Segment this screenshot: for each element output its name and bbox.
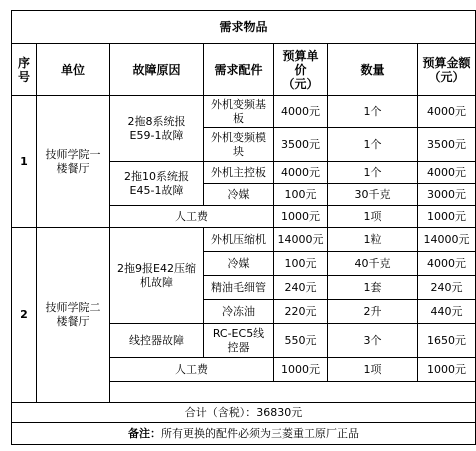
note-label: 备注： [128, 426, 161, 440]
header-reason: 故障原因 [110, 44, 204, 96]
sum-row [12, 403, 476, 423]
seq-cell: 1 [12, 96, 37, 228]
empty-cell [110, 382, 476, 403]
sum-cell: 合计（含税）：36830元 [12, 403, 476, 423]
table-title: 需求物品 [12, 11, 476, 44]
header-part: 需求配件 [204, 44, 274, 96]
price-cell: 100元 [274, 184, 328, 206]
price-cell: 240元 [274, 276, 328, 300]
fault-cell: 线控器故障 [110, 324, 204, 358]
header-total: 预算金额（元） [418, 44, 476, 96]
fault-cell: 2拖10系统报E45-1故障 [110, 162, 204, 206]
qty-cell: 30千克 [328, 184, 418, 206]
requirements-sheet [11, 10, 476, 445]
part-cell: 外机变频基板 [204, 96, 274, 128]
price-cell: 4000元 [274, 162, 328, 184]
total-cell: 14000元 [418, 228, 476, 252]
qty-cell: 1个 [328, 162, 418, 184]
qty-cell: 1个 [328, 128, 418, 162]
part-cell: 外机压缩机 [204, 228, 274, 252]
note-text: 所有更换的配件必须为三菱重工原厂正品 [161, 426, 359, 440]
total-cell: 3000元 [418, 184, 476, 206]
requirements-table [11, 10, 476, 445]
header-row [12, 44, 476, 96]
title-row [12, 11, 476, 44]
total-cell: 4000元 [418, 96, 476, 128]
price-cell: 4000元 [274, 96, 328, 128]
part-cell: 冷冻油 [204, 300, 274, 324]
total-cell: 4000元 [418, 252, 476, 276]
header-unit-price: 预算单价（元） [274, 44, 328, 96]
fault-cell: 2拖8系统报E59-1故障 [110, 96, 204, 162]
part-cell: 精油毛细管 [204, 276, 274, 300]
header-unit: 单位 [37, 44, 110, 96]
total-cell: 1650元 [418, 324, 476, 358]
price-cell: 1000元 [274, 206, 328, 228]
part-cell: 外机变频模块 [204, 128, 274, 162]
price-cell: 14000元 [274, 228, 328, 252]
price-cell: 220元 [274, 300, 328, 324]
part-cell: 外机主控板 [204, 162, 274, 184]
fault-cell: 2拖9报E42压缩机故障 [110, 228, 204, 324]
qty-cell: 1个 [328, 96, 418, 128]
total-cell: 240元 [418, 276, 476, 300]
price-cell: 550元 [274, 324, 328, 358]
total-cell: 1000元 [418, 358, 476, 382]
qty-cell: 1项 [328, 206, 418, 228]
unit-cell: 技师学院二楼餐厅 [37, 228, 110, 403]
qty-cell: 1项 [328, 358, 418, 382]
unit-cell: 技师学院一楼餐厅 [37, 96, 110, 228]
note-row [12, 423, 476, 445]
note-cell [12, 423, 476, 445]
price-cell: 100元 [274, 252, 328, 276]
table-row [12, 96, 476, 128]
qty-cell: 1粒 [328, 228, 418, 252]
total-cell: 1000元 [418, 206, 476, 228]
part-cell: RC-EC5线控器 [204, 324, 274, 358]
total-cell: 3500元 [418, 128, 476, 162]
price-cell: 1000元 [274, 358, 328, 382]
header-seq: 序号 [12, 44, 37, 96]
price-cell: 3500元 [274, 128, 328, 162]
seq-cell: 2 [12, 228, 37, 403]
qty-cell: 1套 [328, 276, 418, 300]
table-row [12, 228, 476, 252]
total-cell: 4000元 [418, 162, 476, 184]
labor-label: 人工费 [110, 358, 274, 382]
total-cell: 440元 [418, 300, 476, 324]
labor-label: 人工费 [110, 206, 274, 228]
part-cell: 冷媒 [204, 252, 274, 276]
qty-cell: 2升 [328, 300, 418, 324]
part-cell: 冷媒 [204, 184, 274, 206]
qty-cell: 40千克 [328, 252, 418, 276]
header-qty: 数量 [328, 44, 418, 96]
qty-cell: 3个 [328, 324, 418, 358]
